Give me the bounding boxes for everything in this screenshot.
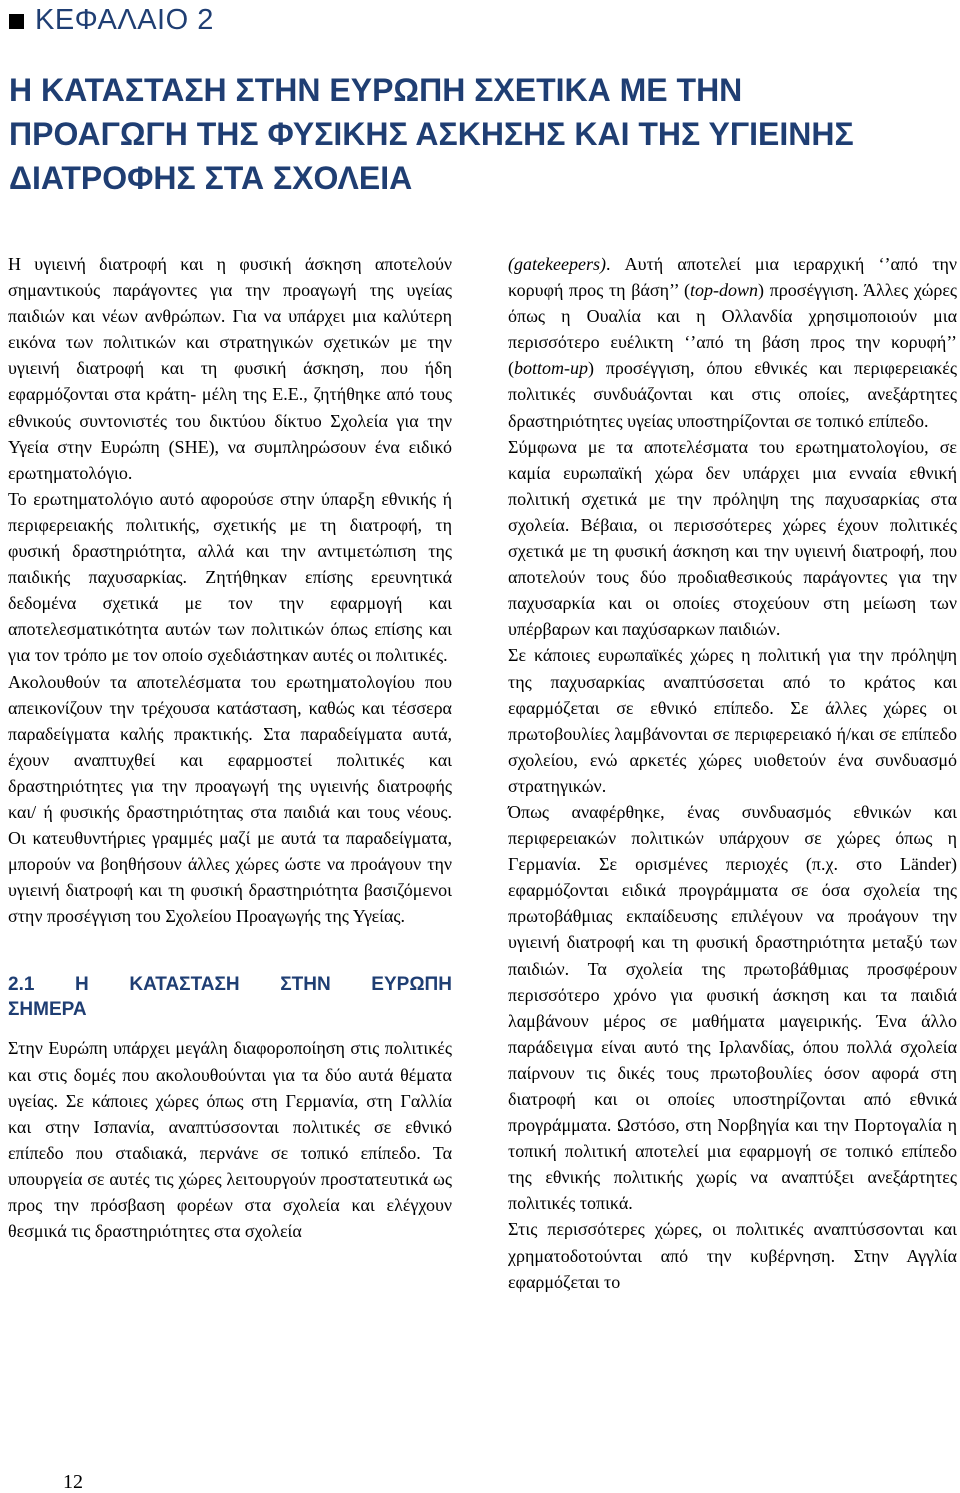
body-paragraph: Ακολουθούν τα αποτελέσματα του ερωτηματολογίου που απεικονίζουν την τρέχουσα κατάσταση, καθώς και τέσσερα παραδείγματα καλής πρακτικής. Στα παραδείγματα αυτά, έχουν αναπτυχθεί και εφαρμοστεί πολιτικές και δραστηριότητες για την προαγωγή της υγιεινής διατροφής και/ ή φυσικής δραστηριότητας στα παιδιά και τους νέους. Οι κατευθυντήριες γραμμές μαζί με αυτά τα παραδείγματα, μπορούν να βοηθήσουν άλλες χώρες ώστε να προάγουν την υγιεινή διατροφή και τη φυσική δραστηριότητα βασιζόμενοι στην προσέγγιση του Σχολείου Προαγωγής της Υγείας. [8,671,452,927]
body-paragraph: Σε κάποιες ευρωπαϊκές χώρες η πολιτική για την πρόληψη της παχυσαρκίας αναπτύσσεται από το κράτος και εφαρμόζεται σε εθνικό επίπεδο. Σε άλλες χώρες οι πρωτοβουλίες λαμβάνονται σε περιφερειακό ή/και σε επίπεδο σχολείου, ενώ αρκετές χώρες υιοθετούν ένα συνδυασμό στρατηγικών. [508,645,957,796]
body-paragraph: Στην Ευρώπη υπάρχει μεγάλη διαφοροποίηση στις πολιτικές και στις δομές που ακολουθούνται για τα δύο αυτά θέματα υγείας. Σε κάποιες χώρες όπως στη Γερμανία, στη Γαλλία και στην Ισπανία, αναπτύσσονται πολιτικές σε εθνικό επίπεδο που σταδιακά, περνάνε σε τοπικό επίπεδο. Τα υπουργεία σε αυτές τις χώρες λειτουργούν προστατευτικά ως προς την πρόσβαση φορέων στα σχολεία και ελέγχουν θεσμικά τις δραστηριότητες στα σχολεία [8,1038,452,1242]
right-column [508,251,957,1295]
subsection-heading [8,972,452,1022]
page-title: Η ΚΑΤΑΣΤΑΣΗ ΣΤΗΝ ΕΥΡΩΠΗ ΣΧΕΤΙΚΑ ΜΕ ΤΗΝ ΠΡΟΑΓΩΓΗ ΤΗΣ ΦΥΣΙΚΗΣ ΑΣΚΗΣΗΣ ΚΑΙ ΤΗΣ ΥΓΙΕΙΝΗΣ ΔΙΑΤΡΟΦΗΣ ΣΤΑ ΣΧΟΛΕΙΑ [9,72,854,196]
body-paragraph [508,251,957,434]
text-run: ) προσέγγιση. Άλλες χώρες όπως η Ουαλία και η Ολλανδία χρησιμοποιούν μια περισσότερο ευέλικτη ‘’από τη βάση προς την κορυφή’’ ( [508,280,958,379]
left-column [8,251,452,1244]
subsection-number: 2.1 [8,974,35,996]
italic-term: bottom-up [514,358,588,379]
body-paragraph: Το ερωτηματολόγιο αυτό αφορούσε στην ύπαρξη εθνικής ή περιφερειακής πολιτικής, σχετικής με τη διατροφή, τη φυσική δραστηριότητα, αλλά και την αντιμετώπιση της παιδικής παχυσαρκίας. Ζητήθηκαν επίσης ερευνητικά δεδομένα σχετικά με τον την εφαρμογή και αποτελεσματικότητα αυτών των πολιτικών όπως επίσης και για τον τρόπο με τον οποίο σχεδιάστηκαν αυτές οι πολιτικές. [8,488,452,666]
chapter-header [9,0,214,40]
body-paragraph: Σύμφωνα με τα αποτελέσματα του ερωτηματολογίου, σε καμία ευρωπαϊκή χώρα δεν υπάρχει μια ενναία εθνική πολιτική σχετικά με την πρόληψη της παχυσαρκίας στα σχολεία. Βέβαια, οι περισσότερες χώρες έχουν πολιτικές σχετικά με τη φυσική άσκηση και την υγιεινή διατροφή, που αποτελούν τους δύο προδιαθεσικούς παράγοντες για την παχυσαρκία και οι οποίες στοχεύουν στη μείωση των υπέρβαρων και παχύσαρκων παιδιών. [508,436,957,640]
italic-term: top-down [689,280,758,301]
subsection-title: Η ΚΑΤΑΣΤΑΣΗ ΣΤΗΝ ΕΥΡΩΠΗ ΣΗΜΕΡΑ [8,974,452,1021]
chapter-label: ΚΕΦΑΛΑΙΟ 2 [35,3,214,36]
text-run: . Αυτή αποτελεί μια ιεραρχική ‘’από την κορυφή προς τη βάση’’ ( [508,254,957,301]
italic-term: (gatekeepers) [508,254,606,274]
text-run: ) προσέγγιση, όπου εθνικές και περιφερειακές πολιτικές συνδυάζονται και στις οποίες, ανεξάρτητες δραστηριότητες υγείας υποστηρίζονται σε τοπικό επίπεδο. [508,358,957,431]
square-bullet-icon [9,14,24,29]
body-paragraph: Στις περισσότερες χώρες, οι πολιτικές αναπτύσσονται και χρηματοδοτούνται από την κυβέρνηση. Στην Αγγλία εφαρμόζεται το [508,1219,957,1292]
body-paragraph: Όπως αναφέρθηκε, ένας συνδυασμός εθνικών και περιφερειακών πολιτικών υπάρχουν σε χώρες όπως η Γερμανία. Σε ορισμένες περιοχές (π.χ. στο Länder) εφαρμόζονται ειδικά προγράμματα σε όσα σχολεία της πρωτοβάθμιας εκπαίδευσης επιλέγουν να προάγουν την υγιεινή διατροφή και τη φυσική δραστηριότητα μεταξύ των παιδιών. Τα σχολεία της πρωτοβάθμιας προσφέρουν περισσότερο χρόνο για φυσική άσκηση και τα παιδιά λαμβάνουν μέρος σε μαθήματα μαγειρικής. Ένα άλλο παράδειγμα είναι αυτό της Ιρλανδίας, όπου πολλά σχολεία παίρνουν τις δικές τους πρωτοβουλίες όσον αφορά στη διατροφή και οι οποίες υποστηρίζονται από εθνικά προγράμματα. Ωστόσο, στη Νορβηγία και την Πορτογαλία η τοπική πολιτική αποτελεί μια εφαρμογή σε τοπικό επίπεδο της εθνικής πολιτικής χωρίς να αναπτύξει ανεξάρτητες πολιτικές τοπικά. [508,801,957,1214]
body-paragraph: Η υγιεινή διατροφή και η φυσική άσκηση αποτελούν σημαντικούς παράγοντες για την προαγωγή της υγείας παιδιών και νέων ανθρώπων. Για να υπάρχει μια καλύτερη εικόνα των πολιτικών και στρατηγικών σχετικών με την υγιεινή διατροφή και τη φυσική άσκηση, που ήδη εφαρμόζονται στα κράτη- μέλη της Ε.Ε., ζητήθηκε από τους εθνικούς συντονιστές του δικτύου δίκτυο Σχολεία για την Υγεία στην Ευρώπη (SHE), να συμπληρώσουν ένα ειδικό ερωτηματολόγιο. [8,254,452,483]
page-number: 12 [63,1471,83,1493]
